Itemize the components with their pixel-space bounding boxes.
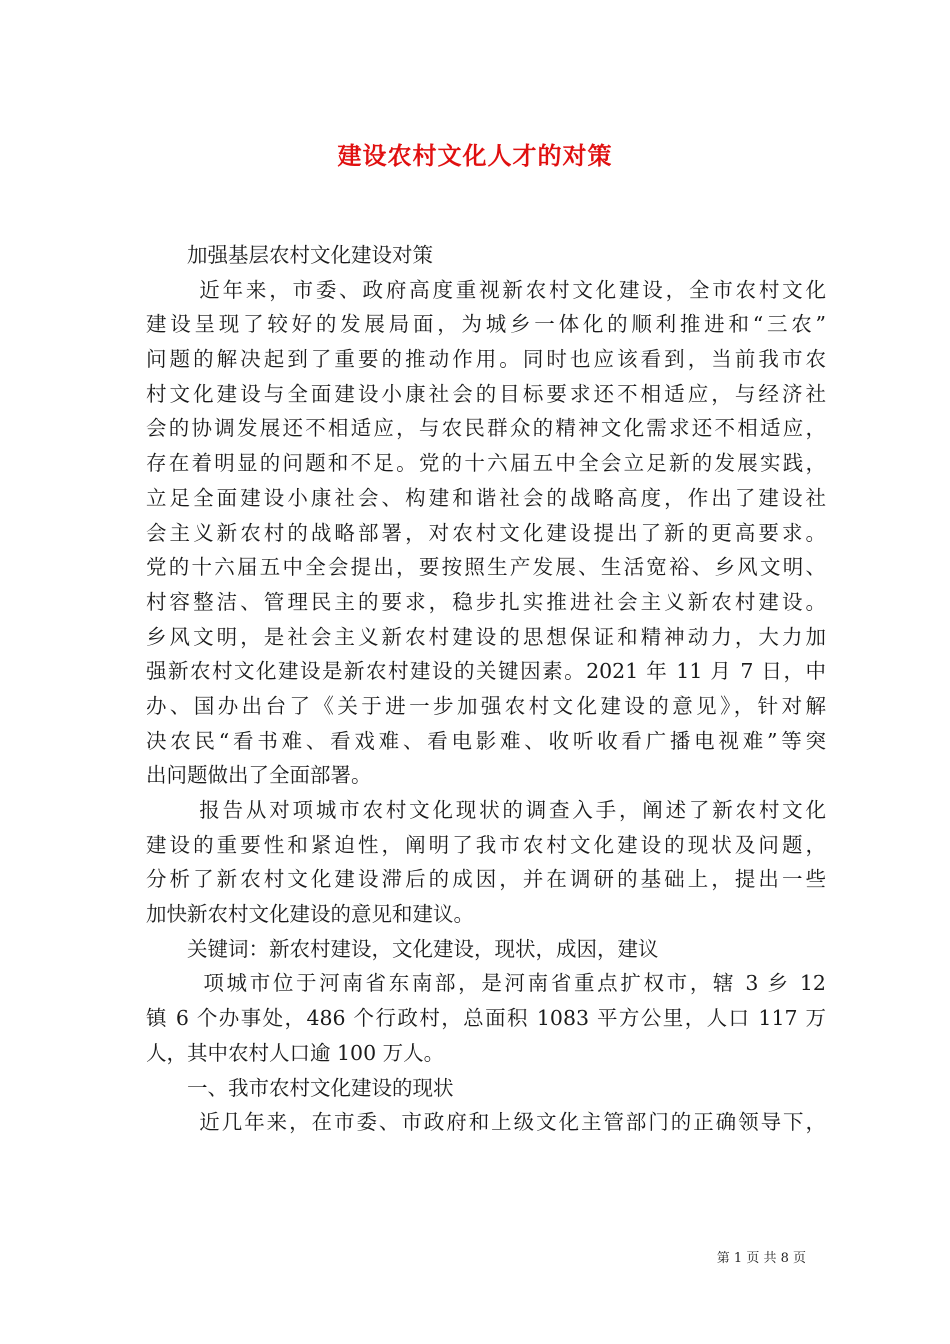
body-line: 加快新农村文化建设的意见和建议。 bbox=[146, 902, 474, 927]
body-line: 项城市位于河南省东南部，是河南省重点扩权市，辖 3 乡 12 bbox=[203, 971, 826, 996]
body-line: 一、我市农村文化建设的现状 bbox=[187, 1075, 454, 1100]
body-line: 村文化建设与全面建设小康社会的目标要求还不相适应，与经济社 bbox=[146, 381, 826, 406]
body-line: 乡风文明，是社会主义新农村建设的思想保证和精神动力，大力加 bbox=[146, 624, 826, 649]
body-line: 村容整洁、管理民主的要求，稳步扎实推进社会主义新农村建设。 bbox=[146, 589, 826, 614]
body-line: 建设的重要性和紧迫性，阐明了我市农村文化建设的现状及问题， bbox=[146, 832, 826, 857]
body-line: 建设呈现了较好的发展局面，为城乡一体化的顺利推进和“三农” bbox=[146, 312, 826, 337]
body-line: 关键词：新农村建设，文化建设，现状，成因，建议 bbox=[187, 936, 659, 961]
body-line: 问题的解决起到了重要的推动作用。同时也应该看到，当前我市农 bbox=[146, 347, 826, 372]
body-line: 加强基层农村文化建设对策 bbox=[187, 243, 433, 267]
body-line: 会主义新农村的战略部署，对农村文化建设提出了新的更高要求。 bbox=[146, 520, 826, 545]
body-line: 强新农村文化建设是新农村建设的关键因素。2021 年 11 月 7 日，中 bbox=[146, 659, 826, 684]
body-line: 决农民“看书难、看戏难、看电影难、收听收看广播电视难”等突 bbox=[146, 728, 826, 753]
document-body bbox=[146, 238, 826, 1140]
body-line: 党的十六届五中全会提出，要按照生产发展、生活宽裕、乡风文明、 bbox=[146, 555, 826, 580]
body-line: 分析了新农村文化建设滞后的成因，并在调研的基础上，提出一些 bbox=[146, 867, 826, 892]
body-line: 会的协调发展还不相适应，与农民群众的精神文化需求还不相适应， bbox=[146, 416, 826, 441]
body-line: 立足全面建设小康社会、构建和谐社会的战略高度，作出了建设社 bbox=[146, 485, 826, 510]
page-footer: 第 1 页 共 8 页 bbox=[716, 1251, 806, 1266]
body-line: 镇 6 个办事处，486 个行政村，总面积 1083 平方公里，人口 117 万 bbox=[146, 1006, 826, 1031]
document-title: 建设农村文化人才的对策 bbox=[337, 141, 613, 170]
body-line: 人，其中农村人口逾 100 万人。 bbox=[146, 1040, 445, 1065]
body-line: 近年来，市委、政府高度重视新农村文化建设，全市农村文化 bbox=[199, 277, 826, 302]
body-line: 出问题做出了全面部署。 bbox=[146, 763, 372, 788]
body-line: 存在着明显的问题和不足。党的十六届五中全会立足新的发展实践， bbox=[146, 451, 826, 476]
body-line: 报告从对项城市农村文化现状的调查入手，阐述了新农村文化 bbox=[199, 798, 826, 822]
body-line: 办、国办出台了《关于进一步加强农村文化建设的意见》，针对解 bbox=[146, 693, 826, 718]
body-line: 近几年来，在市委、市政府和上级文化主管部门的正确领导下， bbox=[199, 1110, 826, 1135]
